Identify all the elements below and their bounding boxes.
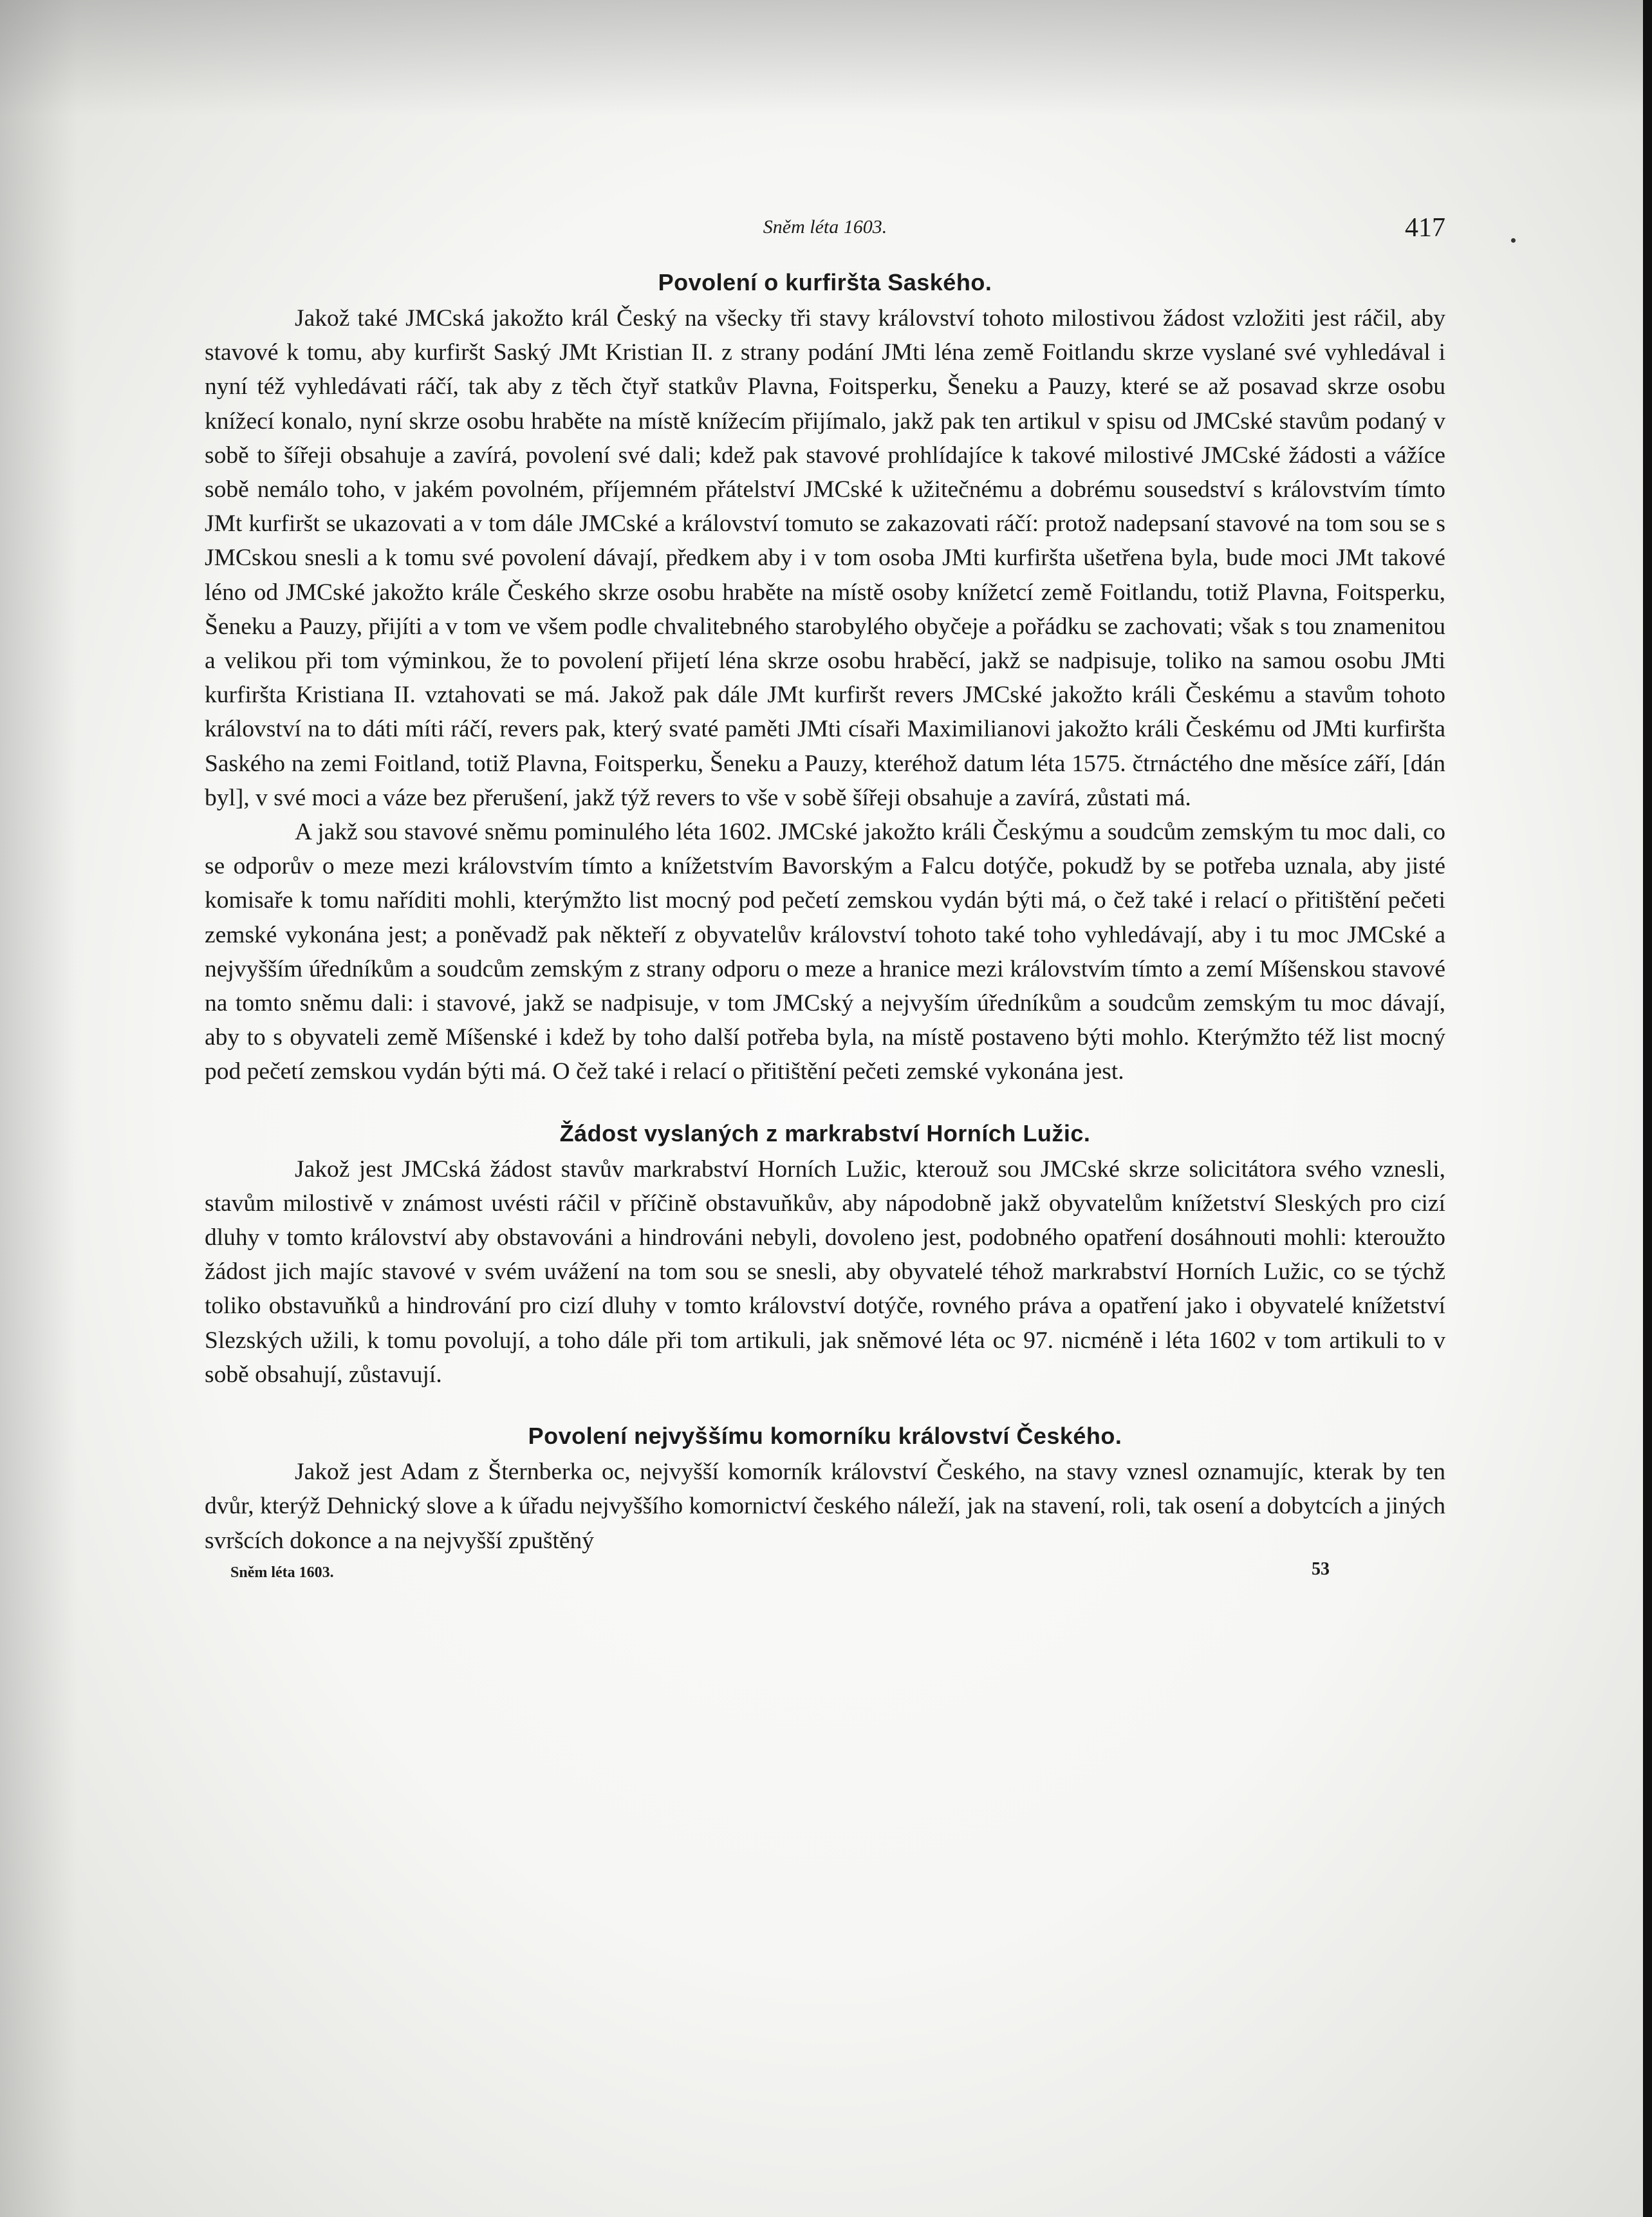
- footer-signature-mark: 53: [1312, 1558, 1330, 1579]
- section-heading: Povolení o kurfiršta Saského.: [658, 269, 992, 295]
- scan-shadow-top: [0, 0, 1652, 116]
- paragraph: Jakož jest JMCská žádost stavův markrabství Horních Lužic, kterouž sou JMCské skrze solicitátora svého vznesli, stavům milostivě v známost uvésti ráčil v příčině obstavuňkův, aby nápodobně jakž obyvatelům knížetství Sleských pro cizí dluhy v tomto království aby obstavováni a hindrováni nebyli, dovoleno jest, podobného opatření dosáhnouti mohli: kteroužto žádost jich majíc stavové v svém uvážení na tom sou se snesli, aby obyvatelé téhož markrabství Horních Lužic, co se týchž toliko obstavuňků a hindrování pro cizí dluhy v tomto království dotýče, rovného práva a opatření jako i obyvatelé knížetství Slezských užili, k tomu povolují, a toho dále při tom artikuli, jak sněmové léta oc 97. nicméně i léta 1602 v tom artikuli to v sobě obsahují, zůstavují.: [205, 1155, 1445, 1388]
- running-title: Sněm léta 1603.: [763, 216, 887, 238]
- section-povoleni-komorniku: [205, 1423, 1445, 1558]
- page-footer: [205, 1558, 1445, 1590]
- scan-shadow-left: [0, 0, 77, 2217]
- paragraph: Jakož také JMCská jakožto král Český na všecky tři stavy království tohoto milostivou žádost vzložiti jest ráčil, aby stavové k tomu, aby kurfiršt Saský JMt Kristian II. z strany podání JMti léna země Foitlandu skrze vyslané své vyhledával i nyní též vyhledávati ráčí, tak aby z těch čtyř statkův Plavna, Foitsperku, Šeneku a Pauzy, které se až posavad skrze osobu knížecí konalo, nyní skrze osobu hraběte na místě knížecím přijímalo, jakž pak ten artikul v spisu od JMCské stavům podaný v sobě to šířeji obsahuje a zavírá, povolení své dali; kdež pak stavové prohlídajíce k takové milostivé JMCské žádosti a vážíce sobě nemálo toho, v jakém povolném, příjemném přátelství JMCské k užitečnému a dobrému sousedství s královstvím tímto JMt kurfiršt se ukazovati a v tom dále JMCské a království tomuto se zakazovati ráčí: protož nadepsaní stavové na tom sou se s JMCskou snesli a k tomu své povolení dávají, předkem aby i v tom osoba JMti kurfiršta ušetřena byla, bude moci JMt takové léno od JMCské jakožto krále Českého skrze osobu hraběte na místě osoby knížetcí země Foitlandu, totiž Plavna, Foitsperku, Šeneku a Pauzy, přijíti a v tom ve všem podle chvalitebného starobylého obyčeje a pořádku se zachovati; však s tou znamenitou a velikou při tom výminkou, že to povolení přijetí léna skrze osobu hraběcí, jakž se nadpisuje, toliko na samou osobu JMti kurfiršta Kristiana II. vztahovati se má. Jakož pak dále JMt kurfiršt revers JMCské jakožto králi Českému a stavům tohoto království na to dáti míti ráčí, revers pak, který svaté paměti JMti císaři Maximilianovi jakožto králi Českému od JMti kurfiršta Saského na zemi Foitland, totiž Plavna, Foitsperku, Šeneku a Pauzy, kteréhož datum léta 1575. čtrnáctého dne měsíce září, [dán byl], v své moci a váze bez přerušení, jakž týž revers to vše v sobě šířeji obsahuje a zavírá, zůstati má.: [205, 305, 1445, 811]
- paragraph: Jakož jest Adam z Šternberka oc, nejvyšší komorník království Českého, na stavy vznesl oznamujíc, kterak by ten dvůr, kterýž Dehnický slove a k úřadu nejvyššího komornictví českého náleží, jak na stavení, roli, tak osení a dobytcích a jiných svršcích dokonce a na nejvyšší zpuštěný: [205, 1459, 1445, 1554]
- section-zadost-luzic: [205, 1120, 1445, 1392]
- scan-edge-right: [1643, 0, 1652, 2217]
- section-heading: Žádost vyslaných z markrabství Horních Lužic.: [559, 1119, 1091, 1146]
- scan-speck: [1511, 238, 1516, 243]
- footer-source-note: Sněm léta 1603.: [230, 1564, 334, 1581]
- paragraph: A jakž sou stavové sněmu pominulého léta 1602. JMCské jakožto králi Českýmu a soudcům zemským tu moc dali, co se odporův o meze mezi královstvím tímto a knížetstvím Bavorským a Falcu dotýče, pokudž by se potřeba uznala, aby jisté komisaře k tomu naříditi mohli, kterýmžto list mocný pod pečetí zemskou vydán býti má, o čež také i relací o přitištění pečeti zemské vykonána jest; a poněvadž pak někteří z obyvatelův království tohoto také toho vyhledávají, aby i tu moc JMCské a nejvyšším úředníkům a soudcům zemským z strany odporu o meze a hranice mezi královstvím tímto a zemí Míšenskou stavové na tomto sněmu dali: i stavové, jakž se nadpisuje, v tom JMCský a nejvyším úředníkům a soudcům zemským tu moc dávají, aby to s obyvateli země Míšenské i kdež by toho další potřeba byla, na místě postaveno býti mohlo. Kterýmžto též list mocný pod pečetí zemskou vydán býti má. O čež také i relací o přitištění pečeti zemské vykonána jest.: [205, 819, 1445, 1085]
- section-heading: Povolení nejvyššímu komorníku království Českého.: [528, 1423, 1122, 1450]
- running-head: [205, 212, 1445, 254]
- document-page: [205, 212, 1445, 1590]
- section-povoleni-kurfirsta: [205, 269, 1445, 1089]
- page-number: 417: [1405, 213, 1445, 243]
